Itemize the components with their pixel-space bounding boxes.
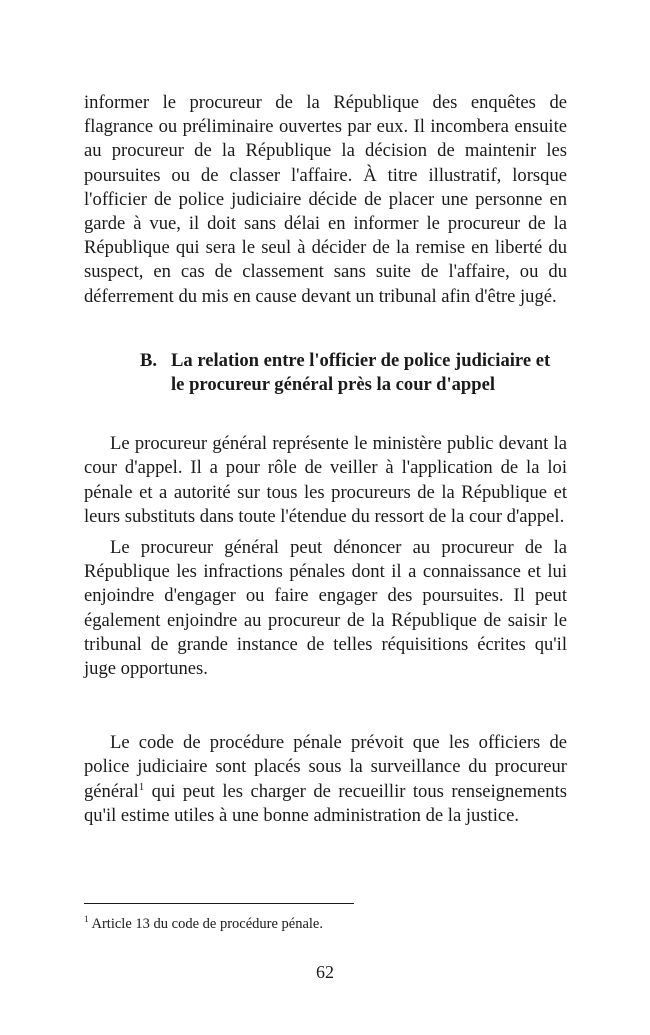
footnote-text: Article 13 du code de procédure pénale. [91, 916, 323, 932]
page-number: 62 [316, 962, 334, 982]
footnote-divider [84, 903, 354, 904]
paragraph-continuation: informer le procureur de la République des enquêtes de flagrance ou préliminaire ouvertes par eux. Il incombera ensuite au procureur de la République la décision de maintenir les poursuites ou de classer l'affaire. À titre illustratif, lorsque l'officier de police judiciaire décide de placer une personne en garde à vue, il doit sans délai en informer le procureur de la République qui sera le seul à décider de la remise en liberté du suspect, en cas de classement sans suite de l'affaire, ou du déferrement du mis en cause devant un tribunal afin d'être jugé. [84, 92, 567, 307]
footnote-reference[interactable]: 1 [138, 780, 145, 793]
footnote-mark: 1 [84, 914, 89, 925]
paragraph-text-after-ref: qui peut les charger de recueillir tous renseignements qu'il estime utiles à une bonne administration de la justice. [84, 780, 567, 826]
page-body [84, 91, 567, 828]
paragraph-code-procedure [84, 731, 567, 828]
section-heading [140, 349, 567, 397]
paragraph-procureur-general-role: Le procureur général représente le ministère public devant la cour d'appel. Il a pour rôle de veiller à l'application de la loi pénale et a autorité sur tous les procureurs de la République et leurs substituts dans toute l'étendue du ressort de la cour d'appel. [84, 433, 567, 527]
footnote [84, 914, 323, 934]
paragraph-procureur-general-powers: Le procureur général peut dénoncer au procureur de la République les infractions pénales dont il a connaissance et lui enjoindre d'engager ou faire engager des poursuites. Il peut également enjoindre au procureur de la République de saisir le tribunal de grande instance de telles réquisitions écrites qu'il juge opportunes. [84, 537, 567, 680]
paragraph-text-before-ref: Le code de procédure pénale prévoit que les officiers de police judiciaire sont placés sous la surveillance du procureur général [84, 732, 567, 802]
section-title: La relation entre l'officier de police judiciaire et le procureur général près la cour d'appel [171, 349, 551, 396]
section-number: B. [140, 349, 158, 371]
